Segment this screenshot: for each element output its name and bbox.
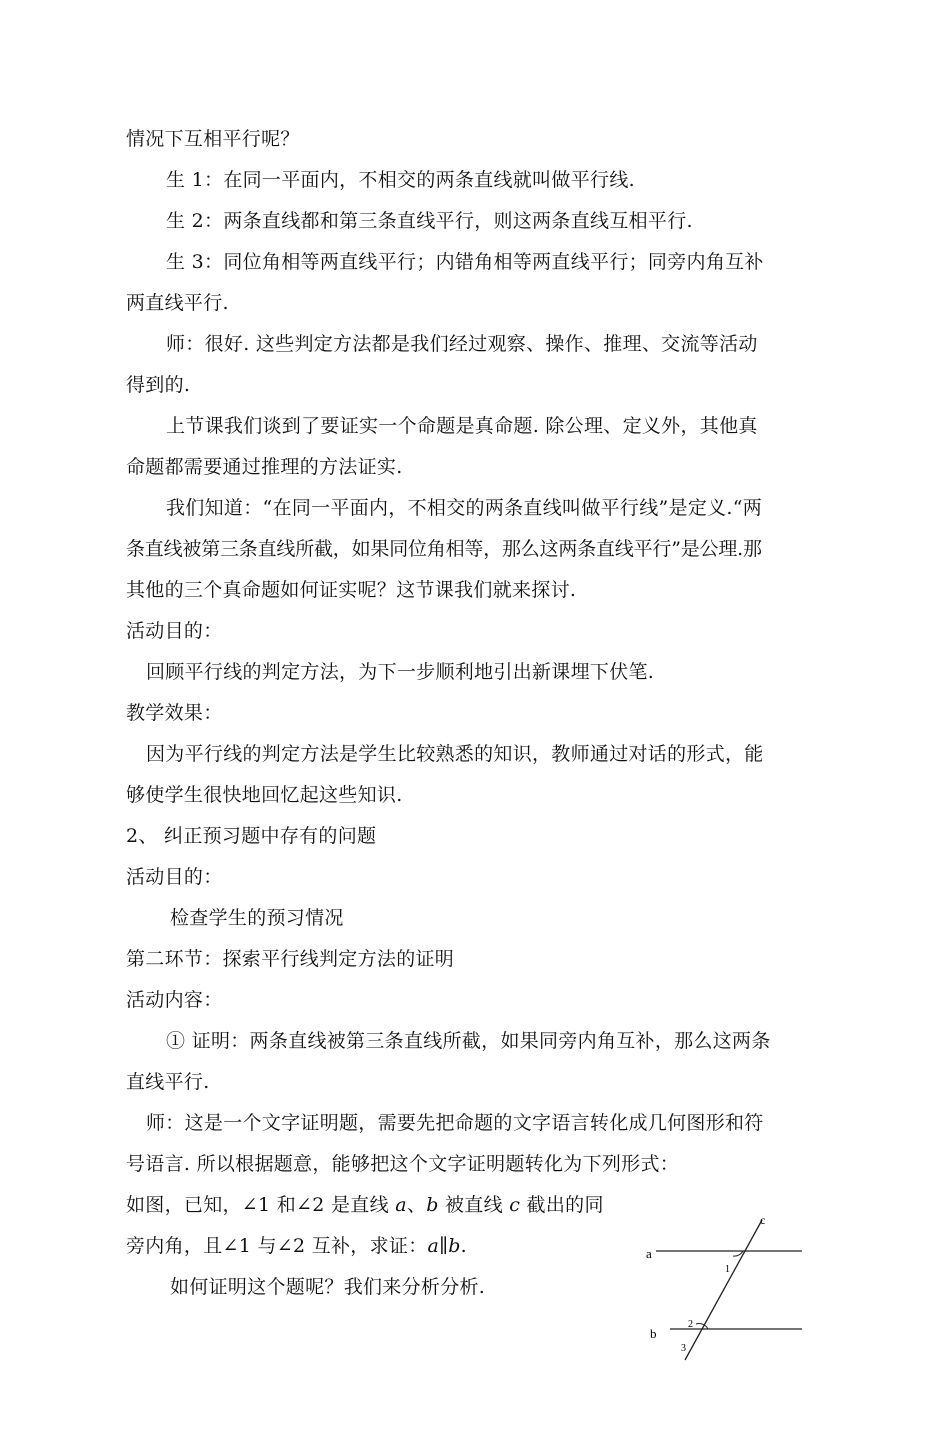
text-run: 被直线	[438, 1194, 510, 1216]
label-a: a	[646, 1246, 652, 1261]
text-line: 回顾平行线的判定方法，为下一步顺利地引出新课埋下伏笔.	[146, 661, 655, 683]
angle-label-3: 3	[681, 1343, 686, 1354]
text-line: 我们知道：“在同一平面内，不相交的两条直线叫做平行线”是定义.“两	[166, 497, 763, 519]
section-heading: 第二环节：探索平行线判定方法的证明	[126, 948, 455, 970]
text-line: 够使学生很快地回忆起这些知识.	[126, 784, 403, 806]
text-run: 、	[406, 1194, 427, 1216]
parallel-lines-figure	[630, 1208, 810, 1368]
numbered-heading: 2、 纠正预习题中存有的问题	[126, 825, 377, 847]
text-line: 命题都需要通过推理的方法证实.	[126, 456, 403, 478]
given-line-1	[126, 1192, 604, 1218]
math-symbol: a∥b	[427, 1235, 461, 1257]
proof-statement: ① 证明：两条直线被第三条直线所截，如果同旁内角互补，那么这两条	[166, 1030, 771, 1052]
section-label: 活动目的：	[126, 866, 223, 888]
line-c	[685, 1220, 762, 1360]
angle-label-2: 2	[688, 1319, 693, 1330]
student-1-answer: 生 1：在同一平面内，不相交的两条直线就叫做平行线.	[166, 169, 635, 191]
text-line: 如何证明这个题呢？我们来分析分析.	[170, 1276, 486, 1298]
text-line: 两直线平行.	[126, 292, 229, 314]
text-line: 号语言. 所以根据题意，能够把这个文字证明题转化为下列形式：	[126, 1153, 680, 1175]
text-line: 条直线被第三条直线所截，如果同位角相等，那么这两条直线平行”是公理.那	[126, 538, 762, 560]
math-symbol: c	[509, 1194, 521, 1216]
text-line: 上节课我们谈到了要证实一个命题是真命题. 除公理、定义外，其他真	[166, 415, 758, 437]
text-line: 因为平行线的判定方法是学生比较熟悉的知识，教师通过对话的形式，能	[146, 743, 764, 765]
text-line: 得到的.	[126, 374, 191, 396]
text-line: 直线平行.	[126, 1071, 210, 1093]
text-line: 情况下互相平行呢？	[126, 128, 300, 150]
math-symbol: a	[395, 1194, 407, 1216]
text-line: 其他的三个真命题如何证实呢？这节课我们就来探讨.	[126, 579, 577, 601]
section-label: 教学效果：	[126, 702, 223, 724]
given-line-2	[126, 1233, 467, 1259]
angle-1-arc	[733, 1251, 743, 1256]
section-label: 活动内容：	[126, 989, 223, 1011]
label-c: c	[760, 1213, 766, 1227]
student-2-answer: 生 2：两条直线都和第三条直线平行，则这两条直线互相平行.	[166, 210, 693, 232]
text-run: 截出的同	[520, 1194, 604, 1216]
student-3-answer: 生 3：同位角相等两直线平行；内错角相等两直线平行；同旁内角互补	[166, 251, 764, 273]
section-label: 活动目的：	[126, 620, 223, 642]
teacher-remark: 师：这是一个文字证明题，需要先把命题的文字语言转化成几何图形和符	[146, 1112, 764, 1134]
text-run: .	[460, 1235, 468, 1257]
label-b: b	[650, 1326, 657, 1341]
text-line: 检查学生的预习情况	[170, 907, 344, 929]
math-symbol: b	[426, 1194, 439, 1216]
angle-label-1: 1	[725, 1264, 730, 1275]
teacher-remark: 师：很好. 这些判定方法都是我们经过观察、操作、推理、交流等活动	[166, 333, 758, 355]
text-run: 旁内角，且∠1 与∠2 互补，求证：	[126, 1235, 428, 1257]
text-run: 如图，已知，∠1 和∠2 是直线	[126, 1194, 396, 1216]
